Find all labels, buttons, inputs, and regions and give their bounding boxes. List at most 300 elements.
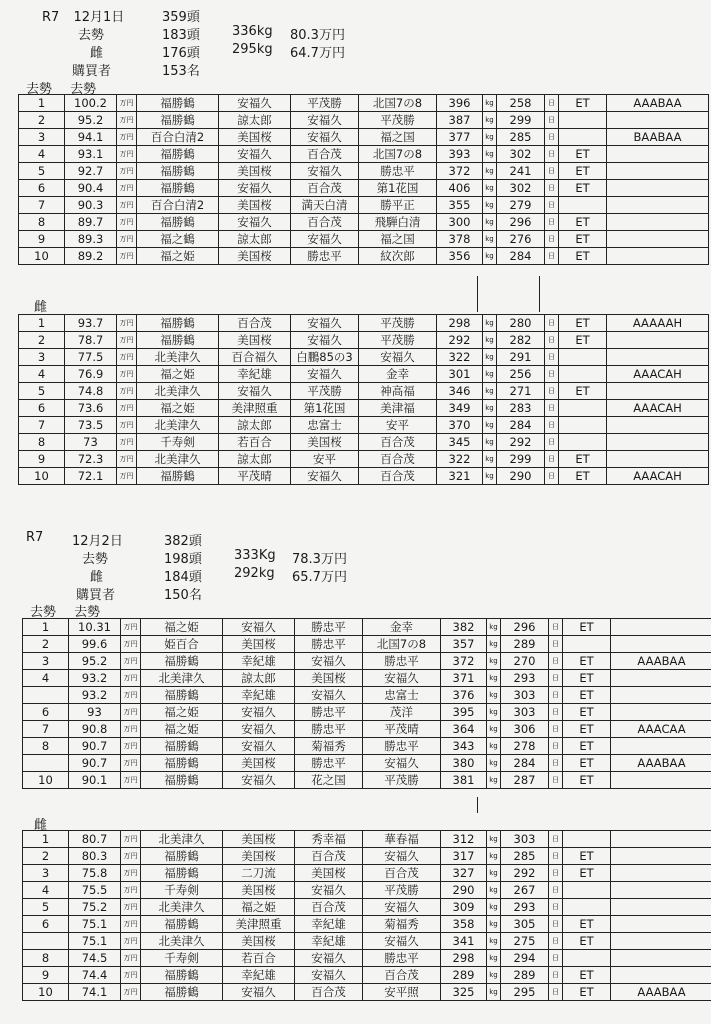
grade-cell	[611, 848, 711, 865]
weight-cell: 327	[441, 865, 487, 882]
price-cell: 89.7	[65, 214, 117, 231]
sire-cell: 福勝鶴	[137, 163, 219, 180]
dam-sire-3-cell: 百合茂	[359, 434, 437, 451]
table-row	[23, 848, 711, 865]
days-cell: 289	[501, 636, 549, 653]
dam-sire-3-cell: 金幸	[363, 619, 441, 636]
dam-sire-3-cell: 平茂勝	[363, 772, 441, 789]
weight-unit-cell: kg	[487, 653, 501, 670]
et-cell: ET	[559, 315, 607, 332]
et-cell	[563, 636, 611, 653]
rank-cell: 5	[19, 383, 65, 400]
rank-cell: 3	[23, 653, 69, 670]
et-cell: ET	[563, 670, 611, 687]
table-row	[19, 248, 709, 265]
table-row	[19, 197, 709, 214]
et-cell: ET	[563, 865, 611, 882]
price-cell: 89.2	[65, 248, 117, 265]
dam-sire-2-cell: 勝忠平	[295, 704, 363, 721]
weight-unit-cell: kg	[483, 95, 497, 112]
dam-sire-3-cell: 飛騨白清	[359, 214, 437, 231]
price-unit-cell: 万円	[117, 129, 137, 146]
price-unit-cell: 万円	[117, 468, 137, 485]
et-cell: ET	[563, 687, 611, 704]
grade-cell: AAABAA	[607, 95, 709, 112]
et-cell: ET	[559, 214, 607, 231]
sire-cell: 百合白清2	[137, 197, 219, 214]
dam-sire-2-cell: 平茂勝	[291, 383, 359, 400]
sire-cell: 福勝鶴	[137, 332, 219, 349]
dam-sire-3-cell: 勝平正	[359, 197, 437, 214]
price-unit-cell: 万円	[117, 383, 137, 400]
divider	[477, 276, 478, 312]
days-cell: 302	[497, 180, 545, 197]
section1-female-table	[18, 314, 709, 485]
grade-cell: AAABAA	[611, 755, 711, 772]
price-cell: 77.5	[65, 349, 117, 366]
et-cell: ET	[563, 721, 611, 738]
price-unit-cell: 万円	[121, 831, 141, 848]
weight-unit-cell: kg	[483, 434, 497, 451]
et-cell	[563, 899, 611, 916]
rank-cell: 6	[19, 400, 65, 417]
dam-sire-3-cell: 華春福	[363, 831, 441, 848]
grade-cell	[611, 882, 711, 899]
section2-summary-castrated-weight: 333Kg	[234, 548, 276, 563]
days-unit-cell: 日	[549, 967, 563, 984]
dam-sire-2-cell: 安福久	[295, 687, 363, 704]
rank-cell: 2	[23, 848, 69, 865]
price-unit-cell: 万円	[117, 349, 137, 366]
weight-cell: 370	[437, 417, 483, 434]
dam-sire-2-cell: 勝忠平	[295, 636, 363, 653]
dam-sire-1-cell: 美国桜	[223, 882, 295, 899]
rank-cell	[23, 755, 69, 772]
price-unit-cell: 万円	[117, 315, 137, 332]
section2-summary-buyers-count: 150名	[164, 588, 202, 603]
days-unit-cell: 日	[549, 831, 563, 848]
sire-cell: 福勝鶴	[137, 315, 219, 332]
dam-sire-2-cell: 安福久	[291, 332, 359, 349]
dam-sire-2-cell: 幸紀雄	[295, 916, 363, 933]
days-unit-cell: 日	[549, 738, 563, 755]
rank-cell: 8	[23, 950, 69, 967]
sire-cell: 北美津久	[137, 349, 219, 366]
rank-cell: 10	[19, 468, 65, 485]
dam-sire-2-cell: 百合茂	[295, 984, 363, 1001]
weight-cell: 380	[441, 755, 487, 772]
dam-sire-1-cell: 若百合	[223, 950, 295, 967]
table-row	[23, 984, 711, 1001]
dam-sire-1-cell: 美国桜	[219, 163, 291, 180]
dam-sire-3-cell: 百合茂	[363, 865, 441, 882]
days-cell: 302	[497, 146, 545, 163]
et-cell	[559, 349, 607, 366]
section2-r: R7	[26, 530, 44, 545]
weight-cell: 290	[441, 882, 487, 899]
table-row	[23, 772, 711, 789]
grade-cell	[607, 214, 709, 231]
price-unit-cell: 万円	[121, 848, 141, 865]
dam-sire-3-cell: 菊福秀	[363, 916, 441, 933]
weight-unit-cell: kg	[487, 636, 501, 653]
price-unit-cell: 万円	[121, 738, 141, 755]
table-row	[23, 755, 711, 772]
price-unit-cell: 万円	[121, 687, 141, 704]
days-unit-cell: 日	[545, 146, 559, 163]
grade-cell	[607, 146, 709, 163]
price-unit-cell: 万円	[117, 163, 137, 180]
sire-cell: 北美津久	[137, 451, 219, 468]
et-cell	[563, 882, 611, 899]
days-unit-cell: 日	[545, 180, 559, 197]
days-unit-cell: 日	[549, 984, 563, 1001]
dam-sire-3-cell: 忠富士	[363, 687, 441, 704]
section2-summary-female-count: 184頭	[164, 570, 202, 585]
dam-sire-2-cell: 安福久	[295, 882, 363, 899]
weight-cell: 298	[437, 315, 483, 332]
dam-sire-3-cell: 紋次郎	[359, 248, 437, 265]
weight-unit-cell: kg	[483, 231, 497, 248]
dam-sire-2-cell: 安福久	[291, 163, 359, 180]
price-unit-cell: 万円	[117, 248, 137, 265]
weight-cell: 300	[437, 214, 483, 231]
grade-cell	[607, 248, 709, 265]
days-unit-cell: 日	[545, 434, 559, 451]
dam-sire-3-cell: 金幸	[359, 366, 437, 383]
dam-sire-2-cell: 勝忠平	[295, 721, 363, 738]
rank-cell: 2	[19, 112, 65, 129]
weight-cell: 358	[441, 916, 487, 933]
days-cell: 285	[497, 129, 545, 146]
section1-table1-heading: 去勢 去勢	[26, 82, 97, 97]
price-unit-cell: 万円	[117, 366, 137, 383]
days-unit-cell: 日	[545, 248, 559, 265]
weight-unit-cell: kg	[483, 146, 497, 163]
grade-cell: AAACAH	[607, 366, 709, 383]
et-cell: ET	[563, 933, 611, 950]
dam-sire-1-cell: 平茂晴	[219, 468, 291, 485]
weight-cell: 395	[441, 704, 487, 721]
weight-unit-cell: kg	[487, 848, 501, 865]
price-unit-cell: 万円	[121, 865, 141, 882]
weight-cell: 301	[437, 366, 483, 383]
weight-cell: 393	[437, 146, 483, 163]
weight-cell: 364	[441, 721, 487, 738]
dam-sire-2-cell: 安福久	[291, 129, 359, 146]
table-row	[23, 865, 711, 882]
table-row	[23, 636, 711, 653]
rank-cell: 1	[19, 315, 65, 332]
price-cell: 90.7	[69, 738, 121, 755]
price-unit-cell: 万円	[121, 899, 141, 916]
grade-cell	[611, 899, 711, 916]
dam-sire-2-cell: 勝忠平	[295, 755, 363, 772]
weight-cell: 322	[437, 349, 483, 366]
price-cell: 100.2	[65, 95, 117, 112]
days-unit-cell: 日	[549, 882, 563, 899]
weight-unit-cell: kg	[483, 349, 497, 366]
dam-sire-2-cell: 美国桜	[295, 865, 363, 882]
table-row	[19, 112, 709, 129]
days-cell: 284	[501, 755, 549, 772]
weight-unit-cell: kg	[487, 899, 501, 916]
grade-cell: AAAAAH	[607, 315, 709, 332]
section1-date: 12月1日	[73, 10, 125, 25]
rank-cell: 6	[19, 180, 65, 197]
days-cell: 275	[501, 933, 549, 950]
days-unit-cell: 日	[545, 451, 559, 468]
days-cell: 305	[501, 916, 549, 933]
dam-sire-2-cell: 花之国	[295, 772, 363, 789]
price-cell: 75.8	[69, 865, 121, 882]
dam-sire-1-cell: 諒太郎	[219, 231, 291, 248]
rank-cell: 1	[23, 831, 69, 848]
price-unit-cell: 万円	[121, 670, 141, 687]
et-cell	[559, 112, 607, 129]
dam-sire-1-cell: 幸紀雄	[223, 687, 295, 704]
days-cell: 306	[501, 721, 549, 738]
days-cell: 293	[501, 670, 549, 687]
dam-sire-3-cell: 百合茂	[363, 967, 441, 984]
days-cell: 271	[497, 383, 545, 400]
sire-cell: 福之姫	[141, 619, 223, 636]
grade-cell	[611, 831, 711, 848]
rank-cell: 3	[19, 349, 65, 366]
price-unit-cell: 万円	[117, 451, 137, 468]
weight-unit-cell: kg	[483, 129, 497, 146]
sire-cell: 北美津久	[141, 933, 223, 950]
dam-sire-1-cell: 幸紀雄	[223, 967, 295, 984]
et-cell: ET	[563, 967, 611, 984]
weight-unit-cell: kg	[487, 916, 501, 933]
days-unit-cell: 日	[549, 721, 563, 738]
days-unit-cell: 日	[545, 231, 559, 248]
grade-cell	[607, 349, 709, 366]
dam-sire-3-cell: 安福久	[363, 899, 441, 916]
grade-cell	[607, 197, 709, 214]
sire-cell: 福勝鶴	[141, 848, 223, 865]
days-unit-cell: 日	[545, 332, 559, 349]
price-unit-cell: 万円	[121, 984, 141, 1001]
grade-cell	[611, 738, 711, 755]
weight-cell: 343	[441, 738, 487, 755]
weight-unit-cell: kg	[483, 163, 497, 180]
weight-unit-cell: kg	[483, 417, 497, 434]
et-cell	[559, 197, 607, 214]
section1-title	[42, 6, 124, 25]
dam-sire-2-cell: 百合茂	[295, 899, 363, 916]
weight-cell: 317	[441, 848, 487, 865]
section2-table1-heading: 去勢 去勢	[30, 605, 101, 620]
dam-sire-1-cell: 安福久	[219, 180, 291, 197]
weight-unit-cell: kg	[483, 248, 497, 265]
weight-cell: 381	[441, 772, 487, 789]
dam-sire-1-cell: 美国桜	[223, 755, 295, 772]
section1-summary-female-count: 176頭	[162, 46, 200, 61]
table-row	[23, 882, 711, 899]
days-unit-cell: 日	[549, 865, 563, 882]
dam-sire-2-cell: 百合茂	[291, 180, 359, 197]
section2-summary-castrated-price: 78.3万円	[292, 552, 347, 567]
days-cell: 285	[501, 848, 549, 865]
section1-summary-castrated-price: 80.3万円	[290, 28, 345, 43]
et-cell: ET	[563, 984, 611, 1001]
sire-cell: 北美津久	[141, 670, 223, 687]
sire-cell: 福勝鶴	[141, 984, 223, 1001]
dam-sire-2-cell: 百合茂	[291, 214, 359, 231]
et-cell: ET	[563, 704, 611, 721]
dam-sire-1-cell: 美国桜	[219, 197, 291, 214]
price-unit-cell: 万円	[121, 967, 141, 984]
days-unit-cell: 日	[549, 670, 563, 687]
price-cell: 76.9	[65, 366, 117, 383]
et-cell: ET	[559, 95, 607, 112]
table-row	[23, 619, 711, 636]
section1-summary-buyers-count: 153名	[162, 64, 200, 79]
weight-unit-cell: kg	[487, 738, 501, 755]
days-cell: 278	[501, 738, 549, 755]
section1-summary-castrated-label: 去勢	[78, 28, 105, 43]
dam-sire-3-cell: 勝忠平	[363, 653, 441, 670]
dam-sire-3-cell: 勝忠平	[363, 950, 441, 967]
rank-cell: 9	[23, 967, 69, 984]
weight-cell: 376	[441, 687, 487, 704]
price-cell: 90.8	[69, 721, 121, 738]
sire-cell: 福之姫	[137, 248, 219, 265]
dam-sire-2-cell: 百合茂	[291, 146, 359, 163]
days-cell: 291	[497, 349, 545, 366]
et-cell: ET	[559, 231, 607, 248]
dam-sire-2-cell: 勝忠平	[291, 248, 359, 265]
rank-cell	[23, 933, 69, 950]
days-cell: 256	[497, 366, 545, 383]
dam-sire-3-cell: 第1花国	[359, 180, 437, 197]
dam-sire-2-cell: 秀幸福	[295, 831, 363, 848]
table-row	[23, 933, 711, 950]
weight-cell: 371	[441, 670, 487, 687]
days-cell: 258	[497, 95, 545, 112]
price-cell: 99.6	[69, 636, 121, 653]
table-row	[19, 468, 709, 485]
price-cell: 80.7	[69, 831, 121, 848]
dam-sire-2-cell: 安福久	[295, 653, 363, 670]
table-row	[23, 738, 711, 755]
weight-cell: 312	[441, 831, 487, 848]
dam-sire-2-cell: 安福久	[295, 950, 363, 967]
price-unit-cell: 万円	[117, 231, 137, 248]
weight-cell: 349	[437, 400, 483, 417]
rank-cell: 4	[19, 366, 65, 383]
days-unit-cell: 日	[549, 933, 563, 950]
price-cell: 90.3	[65, 197, 117, 214]
price-unit-cell: 万円	[121, 772, 141, 789]
days-unit-cell: 日	[545, 383, 559, 400]
weight-unit-cell: kg	[487, 865, 501, 882]
days-cell: 295	[501, 984, 549, 1001]
rank-cell: 8	[23, 738, 69, 755]
dam-sire-1-cell: 安福久	[219, 95, 291, 112]
weight-cell: 396	[437, 95, 483, 112]
table-row	[23, 704, 711, 721]
price-unit-cell: 万円	[117, 146, 137, 163]
dam-sire-3-cell: 平茂勝	[359, 112, 437, 129]
table-row	[19, 349, 709, 366]
price-cell: 73.6	[65, 400, 117, 417]
dam-sire-2-cell: 平茂勝	[291, 95, 359, 112]
days-cell: 290	[497, 468, 545, 485]
dam-sire-3-cell: 安福久	[363, 755, 441, 772]
weight-unit-cell: kg	[487, 687, 501, 704]
weight-unit-cell: kg	[483, 214, 497, 231]
price-cell: 89.3	[65, 231, 117, 248]
et-cell: ET	[563, 738, 611, 755]
dam-sire-2-cell: 白鵬85の3	[291, 349, 359, 366]
dam-sire-1-cell: 美国桜	[223, 933, 295, 950]
sire-cell: 福勝鶴	[137, 146, 219, 163]
days-cell: 284	[497, 417, 545, 434]
weight-cell: 406	[437, 180, 483, 197]
dam-sire-1-cell: 諒太郎	[219, 112, 291, 129]
et-cell	[559, 417, 607, 434]
dam-sire-1-cell: 安福久	[223, 704, 295, 721]
grade-cell	[607, 231, 709, 248]
dam-sire-1-cell: 福之姫	[223, 899, 295, 916]
price-cell: 93.7	[65, 315, 117, 332]
days-cell: 284	[497, 248, 545, 265]
grade-cell	[611, 619, 711, 636]
price-unit-cell: 万円	[117, 417, 137, 434]
section2-summary-castrated-count: 198頭	[164, 552, 202, 567]
weight-unit-cell: kg	[487, 670, 501, 687]
price-unit-cell: 万円	[117, 434, 137, 451]
days-unit-cell: 日	[545, 468, 559, 485]
dam-sire-1-cell: 美国桜	[219, 129, 291, 146]
sire-cell: 福勝鶴	[137, 95, 219, 112]
days-unit-cell: 日	[549, 687, 563, 704]
weight-unit-cell: kg	[483, 400, 497, 417]
sire-cell: 北美津久	[141, 831, 223, 848]
rank-cell: 1	[23, 619, 69, 636]
dam-sire-3-cell: 北国7の8	[363, 636, 441, 653]
weight-unit-cell: kg	[487, 933, 501, 950]
weight-unit-cell: kg	[483, 112, 497, 129]
section1-table2-heading: 雌	[34, 300, 48, 315]
weight-unit-cell: kg	[487, 755, 501, 772]
et-cell: ET	[563, 916, 611, 933]
dam-sire-1-cell: 諒太郎	[223, 670, 295, 687]
days-cell: 294	[501, 950, 549, 967]
table-row	[19, 231, 709, 248]
section2-summary-female-label: 雌	[90, 570, 104, 585]
dam-sire-3-cell: 北国7の8	[359, 95, 437, 112]
price-unit-cell: 万円	[121, 619, 141, 636]
weight-cell: 289	[441, 967, 487, 984]
weight-unit-cell: kg	[487, 984, 501, 1001]
table-row	[19, 95, 709, 112]
grade-cell	[607, 112, 709, 129]
et-cell: ET	[559, 248, 607, 265]
days-unit-cell: 日	[549, 848, 563, 865]
section2-castrated-table	[22, 618, 711, 789]
table-row	[23, 831, 711, 848]
price-unit-cell: 万円	[117, 197, 137, 214]
weight-unit-cell: kg	[483, 468, 497, 485]
grade-cell	[607, 383, 709, 400]
weight-cell: 341	[441, 933, 487, 950]
dam-sire-2-cell: 安平	[291, 451, 359, 468]
days-unit-cell: 日	[545, 214, 559, 231]
